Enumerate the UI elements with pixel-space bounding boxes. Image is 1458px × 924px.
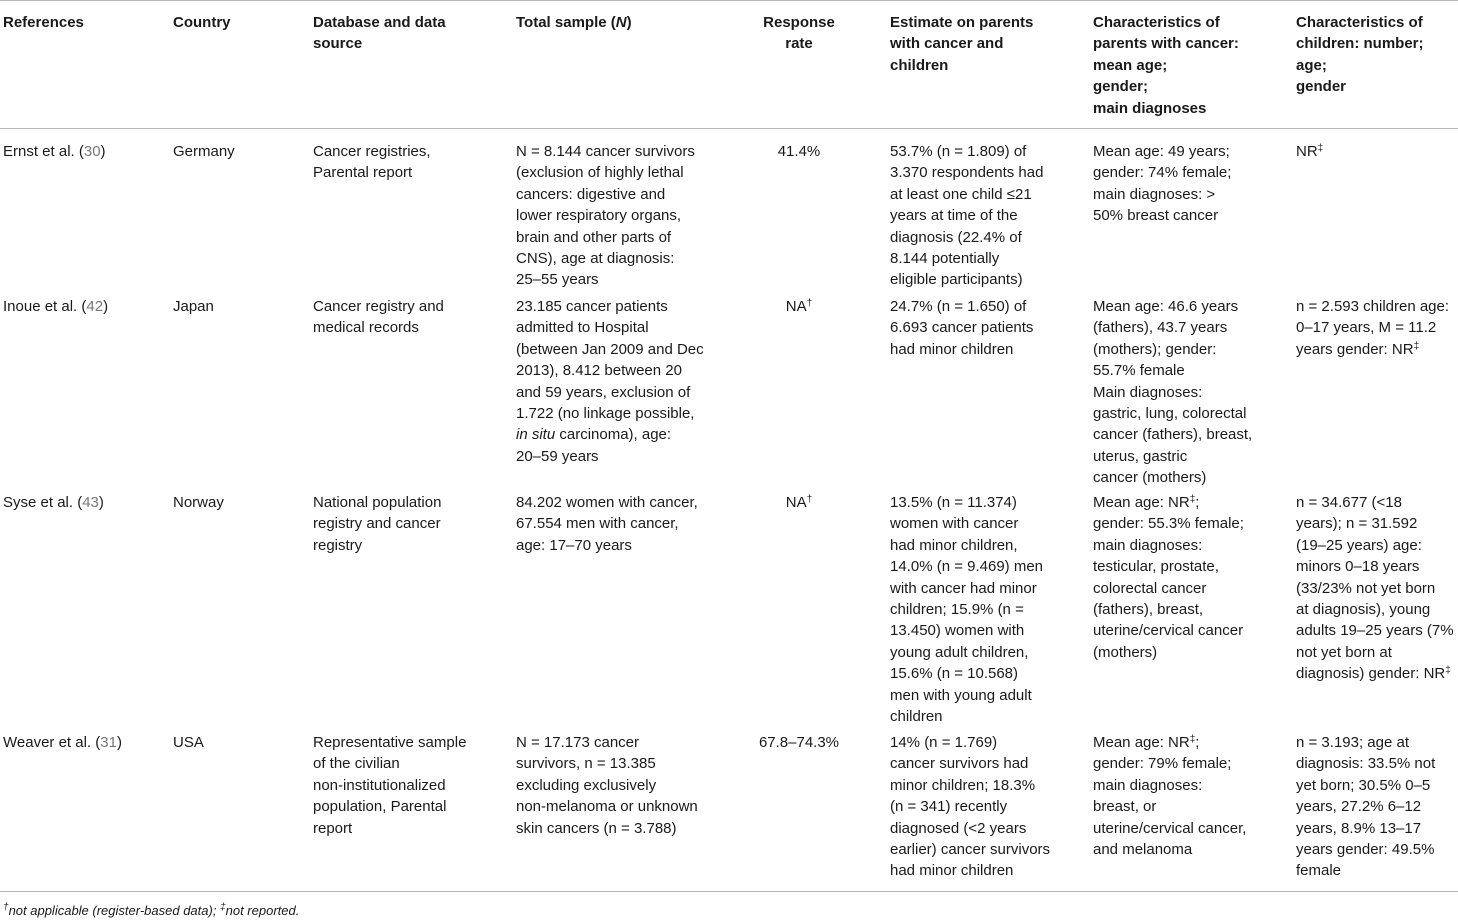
row2-sample: [516, 296, 704, 467]
row2-reference: Inoue et al. (42): [3, 298, 109, 315]
row3-parents-footnote-mark: ‡: [1189, 494, 1196, 505]
row3-response-footnote-mark: †: [806, 494, 813, 505]
row3-children-text: n = 34.677 (<18 years); n = 31.592 (19–25 years) age: minors 0–18 years (33/23% not yet born at diagnosis), young adults 19–25 years (7% not yet born at diagnosis) gender: NR: [1296, 494, 1454, 683]
table-footnote: [3, 902, 299, 920]
table-bottom-rule: [0, 891, 1458, 892]
row1-children-text: NR: [1296, 143, 1318, 160]
row2-children-text: n = 2.593 children age: 0–17 years, M = 11.2 years gender: NR: [1296, 298, 1450, 358]
row1-citation-link[interactable]: 30: [83, 143, 101, 160]
header-database: Database and data source: [313, 14, 446, 53]
row4-citation-link[interactable]: 31: [100, 734, 117, 751]
row3-response-text: NA: [785, 494, 807, 511]
row2-response-footnote-mark: †: [806, 298, 813, 309]
row4-sample: N = 17.173 cancer survivors, n = 13.385 excluding exclusively non-melanoma or unknown skin cancers (n = 3.788): [516, 734, 698, 837]
row4-response-rate: 67.8–74.3%: [758, 734, 840, 751]
row2-children-footnote-mark: ‡: [1413, 340, 1420, 352]
row1-country: Germany: [173, 143, 235, 160]
row2-author: Inoue et al. (: [3, 298, 87, 315]
footnote-dagger: †: [3, 902, 9, 913]
row2-country: Japan: [173, 298, 214, 315]
row3-parents-age: Mean age: NR: [1093, 494, 1190, 511]
row3-reference: Syse et al. (43): [3, 494, 104, 511]
header-estimate: Estimate on parents with cancer and children: [890, 14, 1034, 74]
header-total-sample-close: ): [626, 14, 632, 31]
row2-response-rate: [740, 296, 858, 317]
row1-children-footnote-mark: ‡: [1317, 143, 1324, 154]
header-parents: Characteristics of parents with cancer: mean age; gender; main diagnoses: [1093, 14, 1239, 117]
row1-author: Ernst et al. (: [3, 143, 84, 160]
row3-children: [1296, 492, 1454, 685]
row2-database: Cancer registry and medical records: [313, 298, 444, 337]
row2-citation-link[interactable]: 42: [86, 298, 104, 315]
row4-reference: Weaver et al. (31): [3, 734, 122, 751]
header-response-rate: Response rate: [763, 14, 835, 53]
table-top-rule: [0, 0, 1458, 1]
row2-sample-end: carcinoma), age: 20–59 years: [516, 426, 672, 465]
row2-response-text: NA: [785, 298, 807, 315]
row3-sample: 84.202 women with cancer, 67.554 men with cancer, age: 17–70 years: [516, 494, 698, 554]
row4-parents-footnote-mark: ‡: [1189, 734, 1196, 745]
row4-parents-age: Mean age: NR: [1093, 734, 1190, 751]
header-total-sample: [516, 12, 632, 33]
row2-parents: Mean age: 46.6 years (fathers), 43.7 years (mothers); gender: 55.7% female Main diagnoses: gastric, lung, colorectal cancer (fathers), breast, uterus, gastric cancer (mothers): [1093, 298, 1253, 487]
footnote-double-dagger: ‡: [220, 902, 226, 913]
header-children: Characteristics of children: number; age; gender: [1296, 14, 1424, 96]
row2-sample-italic: in situ: [516, 426, 556, 444]
row3-database: National population registry and cancer registry: [313, 494, 442, 554]
row1-sample: N = 8.144 cancer survivors (exclusion of highly lethal cancers: digestive and lower respiratory organs, brain and other parts of CNS), age at diagnosis: 25–55 years: [516, 143, 695, 289]
row1-response-rate: 41.4%: [777, 143, 821, 160]
header-total-sample-n: N: [615, 14, 627, 31]
row3-country: Norway: [173, 494, 224, 511]
row3-response-rate: [740, 492, 858, 513]
row4-country: USA: [173, 734, 204, 751]
header-country: Country: [173, 14, 231, 31]
header-total-sample-text: Total sample (: [516, 14, 616, 31]
row4-database: Representative sample of the civilian non-institutionalized population, Parental report: [313, 734, 467, 837]
row3-children-footnote-mark: ‡: [1445, 665, 1451, 677]
row1-parents: Mean age: 49 years; gender: 74% female; main diagnoses: > 50% breast cancer: [1093, 143, 1232, 225]
row4-parents-rest: ; gender: 79% female; main diagnoses: breast, or uterine/cervical cancer, and melanoma: [1093, 734, 1247, 859]
row1-children: [1296, 141, 1323, 162]
header-bottom-rule: [0, 128, 1458, 129]
footnote-dagger-text: not applicable (register-based data);: [8, 903, 221, 918]
row3-author: Syse et al. (: [3, 494, 83, 511]
row4-author: Weaver et al. (: [3, 734, 101, 751]
row2-estimate: 24.7% (n = 1.650) of 6.693 cancer patients had minor children: [890, 298, 1034, 358]
row3-parents: [1093, 492, 1244, 663]
row1-reference: Ernst et al. (30): [3, 143, 106, 160]
row4-parents: [1093, 732, 1246, 860]
row1-database: Cancer registries, Parental report: [313, 143, 431, 182]
row3-parents-rest: ; gender: 55.3% female; main diagnoses: testicular, prostate, colorectal cancer (fathers), breast, uterine/cervical cancer (mothers): [1093, 494, 1244, 661]
row1-estimate: 53.7% (n = 1.809) of 3.370 respondents had at least one child ≤21 years at time of the diagnosis (22.4% of 8.144 potentially eligible participants): [890, 143, 1044, 289]
footnote-double-dagger-text: not reported.: [225, 903, 300, 918]
row2-sample-text: 23.185 cancer patients admitted to Hospital (between Jan 2009 and Dec 2013), 8.412 between 20 and 59 years, exclusion of 1.722 (no linkage possible,: [516, 298, 704, 423]
row3-citation-link[interactable]: 43: [82, 494, 99, 511]
row2-children: [1296, 296, 1449, 360]
header-references: References: [3, 14, 84, 31]
row3-estimate: 13.5% (n = 11.374) women with cancer had minor children, 14.0% (n = 9.469) men with cancer had minor children; 15.9% (n = 13.450) women with young adult children, 15.6% (n = 10.568) men with young adult children: [890, 494, 1044, 726]
row4-children: n = 3.193; age at diagnosis: 33.5% not yet born; 30.5% 0–5 years, 27.2% 6–12 years, 8.9% 13–17 years gender: 49.5% female: [1296, 734, 1436, 880]
row4-estimate: 14% (n = 1.769) cancer survivors had minor children; 18.3% (n = 341) recently diagnosed (<2 years earlier) cancer survivors had minor children: [890, 734, 1051, 880]
